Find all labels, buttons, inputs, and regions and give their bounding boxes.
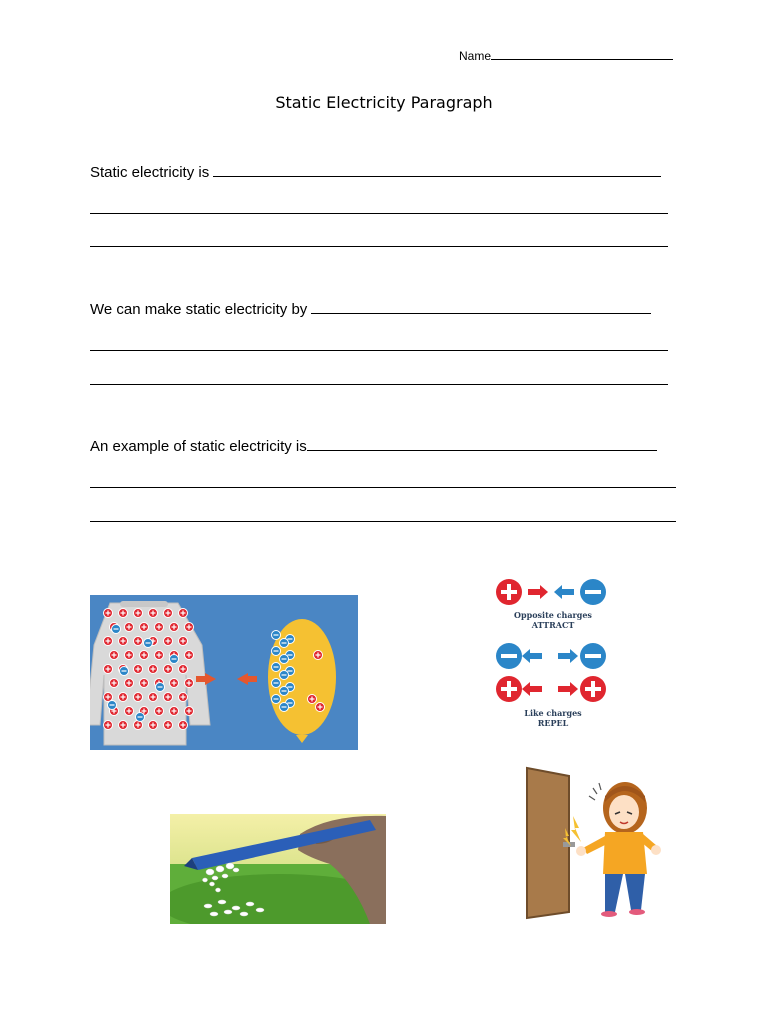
answer-line[interactable] xyxy=(90,521,676,522)
prompt-2[interactable] xyxy=(90,300,651,318)
prompt-1[interactable] xyxy=(90,163,661,181)
charges-diagram-image xyxy=(492,572,614,737)
name-field[interactable] xyxy=(459,46,673,63)
repel-caption-1: Like charges xyxy=(524,708,582,718)
answer-line[interactable] xyxy=(90,213,668,214)
prompt-3-label: An example of static electricity is xyxy=(90,438,307,455)
repel-caption-2: REPEL xyxy=(537,718,569,728)
prompt-1-blank[interactable] xyxy=(213,163,661,177)
prompt-2-blank[interactable] xyxy=(311,300,651,314)
name-blank[interactable] xyxy=(491,46,673,60)
answer-line[interactable] xyxy=(90,487,676,488)
answer-line[interactable] xyxy=(90,246,668,247)
answer-line[interactable] xyxy=(90,384,668,385)
attract-caption-2: ATTRACT xyxy=(531,620,575,630)
prompt-2-label: We can make static electricity by xyxy=(90,301,312,318)
prompt-3[interactable] xyxy=(90,437,657,455)
page-title: Static Electricity Paragraph xyxy=(275,93,493,112)
pen-paper-bits-image xyxy=(170,814,386,924)
attract-caption-1: Opposite charges xyxy=(514,610,592,620)
prompt-1-label: Static electricity is xyxy=(90,164,214,181)
answer-line[interactable] xyxy=(90,350,668,351)
sweater-balloon-image xyxy=(90,595,358,750)
prompt-3-blank[interactable] xyxy=(307,437,657,451)
door-shock-image xyxy=(525,766,665,920)
name-label: Name xyxy=(459,49,492,63)
